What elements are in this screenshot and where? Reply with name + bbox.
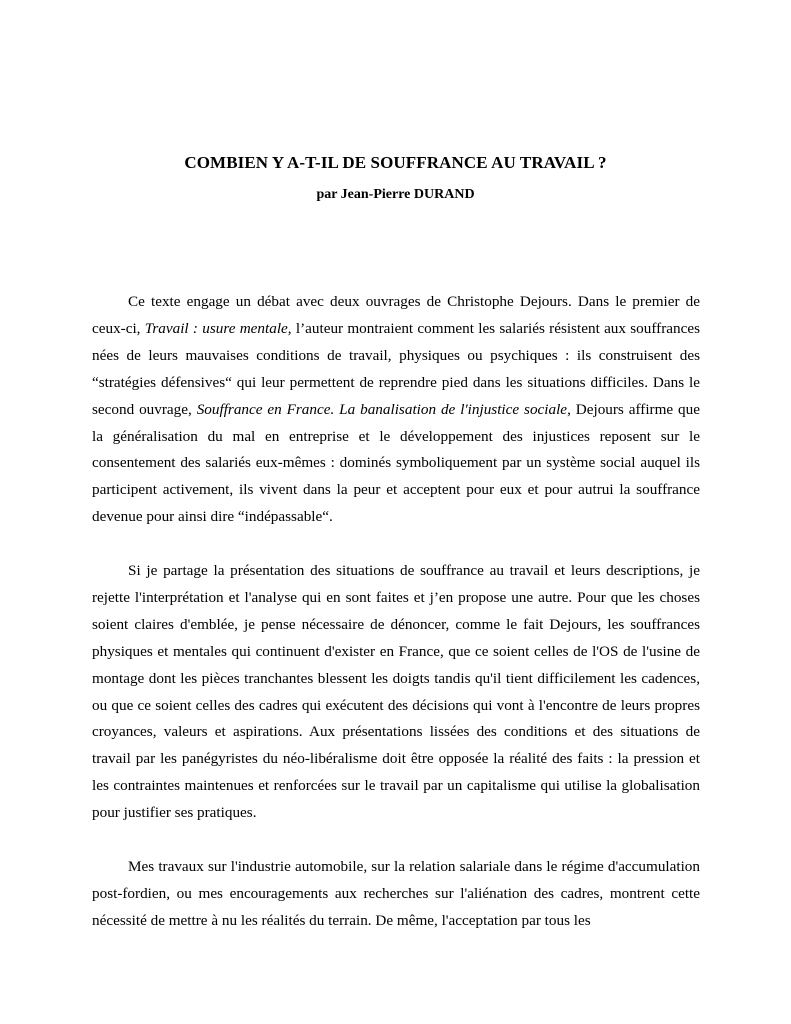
- book-title-souffrance-en-france: Souffrance en France. La banalisation de l'injustice sociale: [196, 400, 568, 418]
- paragraph-1-text-b: , l’auteur montraient comment les salariés résistent aux souffrances nées de leurs mauvaises conditions de travail, physiques ou psychiques : ils construisent des “stratégies défensives“ qui leur permettent de reprendre pied dans les situations difficiles. Dans le second ouvrage,: [92, 319, 700, 418]
- book-title-travail-usure-mentale: Travail : usure mentale: [144, 319, 288, 337]
- paragraph-1-text-c: , Dejours affirme que la généralisation du mal en entreprise et le développement des injustices reposent sur le consentement des salariés eux-mêmes : dominés symboliquement par un système social auquel ils participent activement, ils vivent dans la peur et acceptent pour eux et pour autrui la souffrance devenue pour ainsi dire “indépassable“.: [92, 400, 700, 526]
- paragraph-1-text-a: Ce texte engage un débat avec deux ouvrages de Christophe Dejours. Dans le premier de ceux-ci,: [92, 293, 700, 337]
- document-title: COMBIEN Y A-T-IL DE SOUFFRANCE AU TRAVAIL ?: [184, 153, 607, 172]
- paragraph-1: [92, 289, 700, 531]
- paragraph-2: Si je partage la présentation des situations de souffrance au travail et leurs descriptions, je rejette l'interprétation et l'analyse qui en sont faites et j’en propose une autre. Pour que les choses soient claires d'emblée, je pense nécessaire de dénoncer, comme le fait Dejours, les souffrances physiques et mentales qui continuent d'exister en France, que ce soient celles de l'OS de l'usine de montage dont les pièces tranchantes blessent les doigts tandis qu'il tient difficilement les cadences, ou que ce soient celles des cadres qui exécutent des décisions qui vont à l'encontre de leurs propres croyances, valeurs et aspirations. Aux présentations lissées des conditions et des situations de travail par les panégyristes du néo-libéralisme doit être opposée la réalité des faits : la pression et les contraintes maintenues et renforcées sur le travail par un capitalisme qui utilise la globalisation pour justifier ses pratiques.: [92, 562, 700, 822]
- paragraph-3: Mes travaux sur l'industrie automobile, sur la relation salariale dans le régime d'accumulation post-fordien, ou mes encouragements aux recherches sur l'aliénation des cadres, montrent cette nécessité de mettre à nu les réalités du terrain. De même, l'acceptation par tous les: [92, 858, 700, 929]
- document-body: [92, 289, 700, 962]
- document-author: par Jean-Pierre DURAND: [316, 187, 475, 202]
